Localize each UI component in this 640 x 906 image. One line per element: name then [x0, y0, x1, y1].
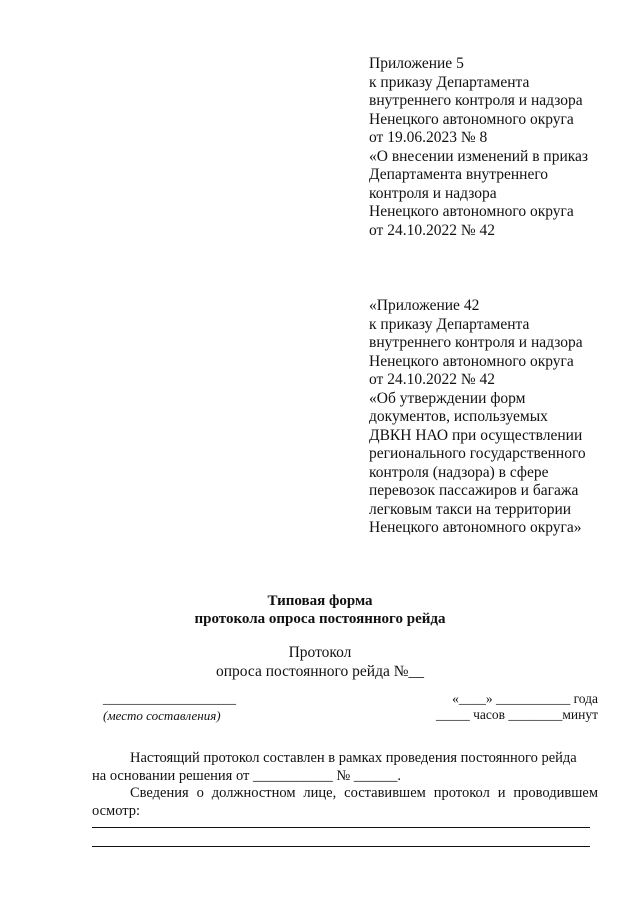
place-blank-field[interactable]: ___________________ — [103, 692, 236, 707]
appendix-42-header — [369, 297, 619, 538]
appendix-42-line: документов, используемых — [369, 408, 548, 425]
appendix-42-line: Ненецкого автономного округа» — [369, 519, 582, 536]
appendix-42-line: регионального государственного — [369, 445, 586, 462]
appendix-42-line: «Приложение 42 — [369, 297, 480, 314]
body-text — [92, 750, 598, 820]
appendix-42-line: от 24.10.2022 № 42 — [369, 371, 495, 388]
appendix-5-line: от 19.06.2023 № 8 — [369, 129, 488, 146]
appendix-42-line: к приказу Департамента — [369, 315, 530, 333]
appendix-42-line: Ненецкого автономного округа — [369, 352, 574, 370]
place-label: (место составления) — [103, 708, 221, 723]
appendix-5-line: к приказу Департамента — [369, 73, 530, 91]
appendix-5-line: контроля и надзора — [369, 184, 497, 202]
appendix-5-line: Приложение 5 — [369, 55, 464, 72]
form-title-line2: протокола опроса постоянного рейда — [194, 611, 446, 627]
paragraph-1-line1: Настоящий протокол составлен в рамках проведения постоянного рейда — [130, 750, 577, 766]
appendix-5-line: от 24.10.2022 № 42 — [369, 221, 495, 239]
protocol-subtitle: опроса постоянного рейда №__ — [215, 663, 424, 680]
appendix-5-line: «О внесении изменений в приказ — [369, 147, 589, 165]
appendix-42-line: ДВКН НАО при осуществлении — [369, 426, 583, 444]
appendix-42-line: «Об утверждении форм — [369, 389, 526, 407]
officer-info-line-2[interactable] — [92, 846, 590, 847]
appendix-5-header — [369, 55, 619, 240]
appendix-5-line: Ненецкого автономного округа — [369, 110, 574, 128]
paragraph-1-line2: на основании решения от ___________ № ______. — [92, 767, 401, 784]
appendix-42-line: перевозок пассажиров и багажа — [369, 482, 579, 499]
appendix-5-line: внутреннего контроля и надзора — [369, 92, 583, 109]
appendix-42-line: контроля (надзора) в сфере — [369, 463, 549, 481]
appendix-5-line: Департамента внутреннего — [369, 166, 549, 183]
date-field[interactable]: «____» ___________ года — [452, 691, 598, 706]
time-field[interactable]: _____ часов ________минут — [435, 707, 598, 722]
protocol-title: Протокол — [288, 644, 352, 661]
form-title-line1: Типовая форма — [267, 593, 373, 609]
appendix-5-line: Ненецкого автономного округа — [369, 203, 574, 220]
paragraph-2: Сведения о должностном лице, составившем протокол и проводившем осмотр: — [92, 785, 598, 819]
appendix-42-line: легковым такси на территории — [369, 500, 572, 518]
officer-info-line-1[interactable] — [92, 827, 590, 828]
appendix-42-line: внутреннего контроля и надзора — [369, 334, 583, 351]
